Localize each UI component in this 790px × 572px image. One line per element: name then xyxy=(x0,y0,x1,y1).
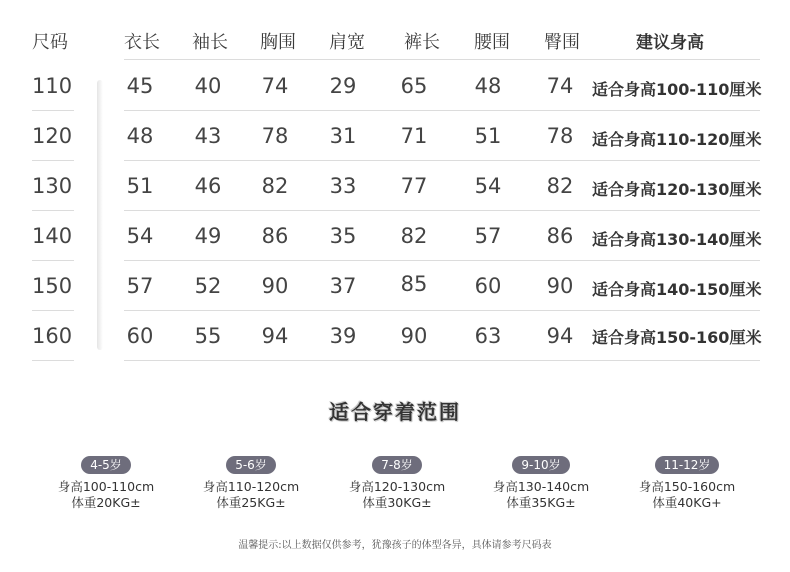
row-size: 120 xyxy=(32,124,73,148)
cell-waist: 57 xyxy=(474,224,502,248)
footer-note: 温馨提示:以上数据仅供参考，犹豫孩子的体型各异，具体请参考尺码表 xyxy=(238,540,552,551)
size-divider xyxy=(32,260,74,261)
cell-hip: 78 xyxy=(546,124,574,148)
height-range: 身高150-160cm xyxy=(638,479,736,494)
header-size: 尺码 xyxy=(32,32,68,53)
cell-pants: 65 xyxy=(400,74,428,98)
height-range: 身高130-140cm xyxy=(492,479,590,494)
cell-recommended-height: 适合身高100-110厘米 xyxy=(592,80,762,99)
row-divider xyxy=(124,110,760,111)
weight-range: 体重35KG± xyxy=(506,495,576,510)
cell-hip: 74 xyxy=(546,74,574,98)
size-divider xyxy=(32,160,74,161)
cell-waist: 54 xyxy=(474,174,502,198)
cell-length: 45 xyxy=(126,74,154,98)
cell-recommended-height: 适合身高110-120厘米 xyxy=(592,130,762,149)
cell-waist: 63 xyxy=(474,324,502,348)
cell-sleeve: 46 xyxy=(194,174,222,198)
age-badge: 11-12岁 xyxy=(655,456,720,474)
size-divider xyxy=(32,360,74,361)
cell-shoulder: 33 xyxy=(329,174,357,198)
cell-sleeve: 55 xyxy=(194,324,222,348)
cell-waist: 48 xyxy=(474,74,502,98)
header-length: 衣长 xyxy=(124,32,160,53)
header-pants: 裤长 xyxy=(404,32,440,53)
size-divider xyxy=(32,310,74,311)
header-shoulder: 肩宽 xyxy=(329,32,365,53)
cell-shoulder: 29 xyxy=(329,74,357,98)
height-range: 身高120-130cm xyxy=(348,479,446,494)
header-hip: 臀围 xyxy=(544,32,580,53)
header-chest: 胸围 xyxy=(260,32,296,53)
height-range: 身高100-110cm xyxy=(57,479,155,494)
weight-range: 体重20KG± xyxy=(71,495,141,510)
age-badge: 4-5岁 xyxy=(81,456,131,474)
age-range-card xyxy=(181,454,321,511)
weight-range: 体重25KG± xyxy=(216,495,286,510)
cell-pants: 90 xyxy=(400,324,428,348)
cell-chest: 74 xyxy=(261,74,289,98)
age-badge: 7-8岁 xyxy=(372,456,422,474)
cell-chest: 78 xyxy=(261,124,289,148)
cell-sleeve: 43 xyxy=(194,124,222,148)
cell-length: 54 xyxy=(126,224,154,248)
row-divider xyxy=(124,210,760,211)
cell-waist: 51 xyxy=(474,124,502,148)
cell-recommended-height: 适合身高140-150厘米 xyxy=(592,280,762,299)
cell-sleeve: 40 xyxy=(194,74,222,98)
cell-length: 51 xyxy=(126,174,154,198)
cell-waist: 60 xyxy=(474,274,502,298)
age-range-card xyxy=(327,454,467,511)
cell-chest: 86 xyxy=(261,224,289,248)
cell-sleeve: 49 xyxy=(194,224,222,248)
cell-length: 57 xyxy=(126,274,154,298)
cell-pants: 85 xyxy=(400,272,428,296)
cell-sleeve: 52 xyxy=(194,274,222,298)
column-shadow xyxy=(97,80,103,350)
row-size: 150 xyxy=(32,274,73,298)
weight-range: 体重40KG+ xyxy=(652,495,722,510)
row-divider xyxy=(124,360,760,361)
cell-chest: 94 xyxy=(261,324,289,348)
header-waist: 腰围 xyxy=(474,32,510,53)
cell-shoulder: 37 xyxy=(329,274,357,298)
cell-recommended-height: 适合身高120-130厘米 xyxy=(592,180,762,199)
age-range-card xyxy=(617,454,757,511)
row-size: 110 xyxy=(32,74,73,98)
cell-shoulder: 39 xyxy=(329,324,357,348)
row-divider xyxy=(124,310,760,311)
cell-hip: 90 xyxy=(546,274,574,298)
row-size: 140 xyxy=(32,224,73,248)
cell-length: 60 xyxy=(126,324,154,348)
cell-chest: 82 xyxy=(261,174,289,198)
row-size: 130 xyxy=(32,174,73,198)
age-badge: 9-10岁 xyxy=(512,456,569,474)
cell-pants: 82 xyxy=(400,224,428,248)
weight-range: 体重30KG± xyxy=(362,495,432,510)
cell-hip: 94 xyxy=(546,324,574,348)
cell-pants: 77 xyxy=(400,174,428,198)
age-range-card xyxy=(471,454,611,511)
cell-hip: 82 xyxy=(546,174,574,198)
cell-recommended-height: 适合身高130-140厘米 xyxy=(592,230,762,249)
height-range: 身高110-120cm xyxy=(202,479,300,494)
header-divider xyxy=(124,59,760,60)
age-badge: 5-6岁 xyxy=(226,456,276,474)
cell-shoulder: 31 xyxy=(329,124,357,148)
header-recommended-height: 建议身高 xyxy=(636,33,704,53)
age-range-card xyxy=(36,454,176,511)
size-divider xyxy=(32,110,74,111)
cell-recommended-height: 适合身高150-160厘米 xyxy=(592,328,762,347)
size-divider xyxy=(32,210,74,211)
header-sleeve: 袖长 xyxy=(192,32,228,53)
row-divider xyxy=(124,260,760,261)
row-divider xyxy=(124,160,760,161)
row-size: 160 xyxy=(32,324,73,348)
cell-hip: 86 xyxy=(546,224,574,248)
wear-range-title: 适合穿着范围 xyxy=(329,400,461,424)
cell-chest: 90 xyxy=(261,274,289,298)
cell-length: 48 xyxy=(126,124,154,148)
cell-pants: 71 xyxy=(400,124,428,148)
cell-shoulder: 35 xyxy=(329,224,357,248)
